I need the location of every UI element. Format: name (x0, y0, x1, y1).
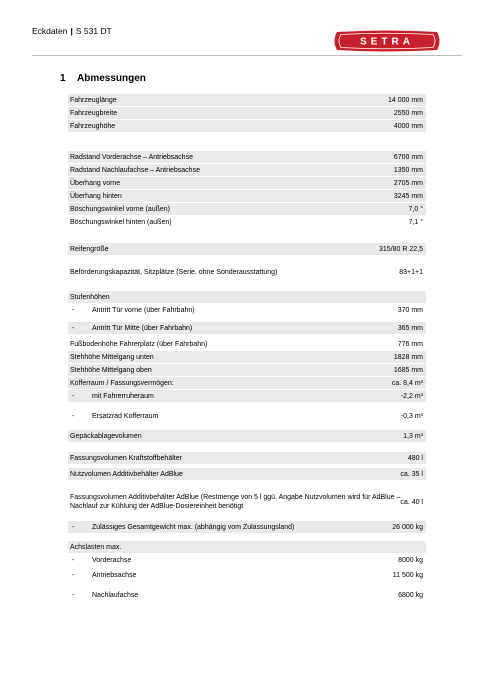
logo-text: SETRA (360, 36, 414, 48)
table-row (68, 243, 426, 255)
bullet-dash: - (72, 591, 75, 599)
row-value: -0,3 m³ (400, 412, 423, 420)
table-row (68, 291, 426, 303)
table-row (68, 94, 426, 106)
row-value: ca. 8,4 m³ (391, 379, 423, 387)
row-value: 2705 mm (393, 179, 423, 187)
row-value: 2550 mm (393, 109, 423, 117)
row-value: 83+1+1 (399, 268, 423, 276)
table-row (68, 190, 426, 202)
row-label-text: Überhang hinten (70, 192, 122, 200)
table-row (68, 390, 426, 402)
row-label (68, 307, 398, 314)
row-value: 370 mm (397, 306, 423, 314)
table-row (68, 521, 426, 533)
table-row (68, 430, 426, 442)
row-label-text: Fahrzeuglänge (70, 96, 117, 104)
row-label-text: Fassungsvolumen Additivbehälter AdBlue (Restmenge von 5 l ggü. Angabe Nutzvolumen wird für AdBlue –Nachlauf zur Kühlung der AdBlue-Dosiereinheit benötigt (70, 494, 401, 510)
row-label-text: Fassungsvolumen Kraftstoffbehälter (70, 454, 182, 462)
row-label (68, 572, 393, 579)
table-row (68, 120, 426, 132)
table-row (68, 377, 426, 389)
row-label (68, 110, 394, 117)
row-label (68, 269, 399, 276)
row-label (68, 180, 394, 187)
row-label (68, 354, 394, 361)
row-label-text: mit Fahrerruheraum (92, 392, 154, 400)
row-label-text: Stehhöhe Mittelgang oben (70, 366, 152, 374)
table-row (68, 364, 426, 376)
row-label-text: Reifengröße (70, 245, 109, 253)
table-row (68, 452, 426, 464)
row-label (68, 167, 394, 174)
row-label (68, 246, 379, 253)
table-row (68, 541, 426, 553)
row-label (68, 544, 423, 551)
row-value: 7,0 ° (408, 205, 423, 213)
row-value: 776 mm (397, 340, 423, 348)
row-label-text: Fahrzeughöhe (70, 122, 116, 130)
row-label (68, 206, 409, 213)
table-row (68, 351, 426, 363)
bullet-dash: - (72, 556, 75, 564)
table-row (68, 468, 426, 480)
table-row (68, 304, 426, 316)
table-row (68, 203, 426, 215)
row-label (68, 154, 394, 161)
table-row (68, 107, 426, 119)
row-label-text: Vorderachse (92, 556, 132, 564)
row-value: 1685 mm (393, 366, 423, 374)
table-row (68, 569, 426, 581)
row-label-text: Gepäckablagevolumen (70, 432, 142, 440)
header-separator: | (70, 26, 73, 36)
row-label-text: Antritt Tür vorne (über Fahrbahn) (92, 306, 195, 314)
row-label-text: Achslasten max. (70, 543, 122, 551)
row-label-text: Überhang vorne (70, 179, 121, 187)
header-divider (32, 55, 462, 56)
row-label (68, 97, 388, 104)
section-number: 1 (60, 73, 66, 84)
row-label-text: Antritt Tür Mitte (über Fahrbahn) (92, 324, 193, 332)
row-value: 4000 mm (393, 122, 423, 130)
row-value: ca. 35 l (400, 470, 423, 478)
row-label (68, 219, 409, 226)
row-value: 7,1 ° (408, 218, 423, 226)
row-value: 3245 mm (393, 192, 423, 200)
row-label (68, 471, 400, 478)
row-label-text: Radstand Vorderachse – Antriebsachse (70, 153, 193, 161)
row-value: 6700 mm (393, 153, 423, 161)
row-label-text: Antriebsachse (92, 571, 137, 579)
row-label (68, 557, 398, 564)
row-value: -2,2 m³ (400, 392, 423, 400)
row-label (68, 123, 394, 130)
row-label (68, 367, 394, 374)
bullet-dash: - (72, 392, 75, 400)
table-row (68, 322, 426, 334)
row-label-text: Böschungswinkel vorne (außen) (70, 205, 170, 213)
row-label (68, 393, 401, 400)
row-value: 480 l (407, 454, 423, 462)
header-model: S 531 DT (75, 26, 112, 36)
row-label (68, 193, 394, 200)
table-row (68, 485, 426, 519)
document-header (32, 26, 112, 36)
row-label-text: Böschungswinkel hinten (außen) (70, 218, 172, 226)
row-value: 8000 kg (398, 556, 423, 564)
row-label-text: Stehhöhe Mittelgang unten (70, 353, 154, 361)
row-label (68, 524, 392, 531)
row-label (68, 413, 401, 420)
row-value: 1828 mm (393, 353, 423, 361)
table-row (68, 216, 426, 228)
row-label (68, 592, 398, 599)
row-label-text: Stufenhöhen (70, 293, 110, 301)
row-label-text: Beförderungskapazität, Sitzplätze (Serie, ohne Sonderausstattung) (70, 268, 278, 276)
row-label (68, 455, 408, 462)
row-label-text: Zulässiges Gesamtgewicht max. (abhängig vom Zulassungsland) (92, 523, 295, 531)
table-row (68, 266, 426, 278)
row-value: 1350 mm (393, 166, 423, 174)
row-label (68, 325, 398, 332)
table-row (68, 151, 426, 163)
row-value: 1,3 m³ (403, 432, 423, 440)
row-label (68, 493, 400, 511)
section-heading (60, 73, 146, 84)
row-label-text: Nachlaufachse (92, 591, 139, 599)
row-value: 365 mm (397, 324, 423, 332)
table-row (68, 164, 426, 176)
row-value: 6800 kg (398, 591, 423, 599)
bullet-dash: - (72, 306, 75, 314)
row-label-text: Fahrzeugbreite (70, 109, 118, 117)
table-row (68, 338, 426, 350)
row-value: ca. 40 l (400, 498, 423, 506)
row-label-text: Fußbodenhöhe Fahrerplatz (über Fahrbahn) (70, 340, 208, 348)
row-label-text: Kofferraum / Fassungsvermögen: (70, 379, 174, 387)
header-section-label: Eckdaten (32, 26, 68, 36)
bullet-dash: - (72, 523, 75, 531)
row-label-text: Ersatzrad Kofferraum (92, 412, 159, 420)
table-row (68, 177, 426, 189)
row-label (68, 341, 398, 348)
row-label (68, 433, 403, 440)
row-label-text: Nutzvolumen Additivbehälter AdBlue (70, 470, 183, 478)
bullet-dash: - (72, 324, 75, 332)
row-label (68, 380, 392, 387)
row-label-text: Radstand Nachlaufachse – Antriebsachse (70, 166, 200, 174)
table-row (68, 554, 426, 566)
bullet-dash: - (72, 412, 75, 420)
setra-logo (332, 30, 442, 52)
row-value: 315/80 R 22,5 (379, 245, 423, 253)
row-value: 11 500 kg (392, 571, 423, 579)
row-value: 26 000 kg (392, 523, 423, 531)
table-row (68, 589, 426, 601)
table-row (68, 410, 426, 422)
row-label (68, 294, 423, 301)
bullet-dash: - (72, 571, 75, 579)
section-title: Abmessungen (77, 73, 146, 84)
row-value: 14 000 mm (387, 96, 423, 104)
